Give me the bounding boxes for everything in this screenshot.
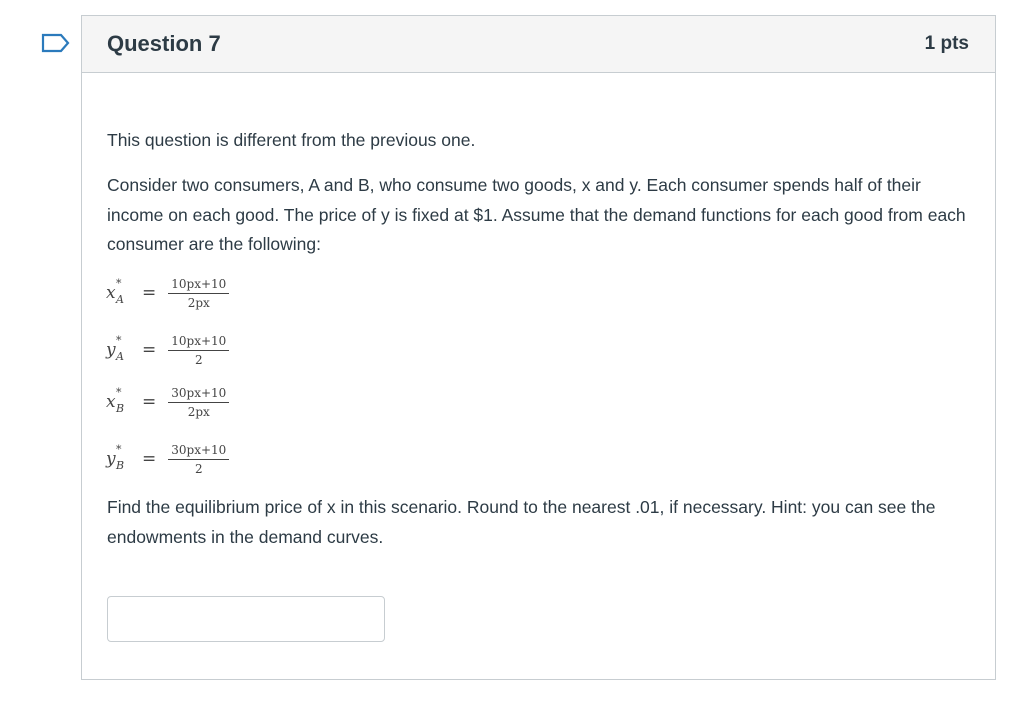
equation-yB: y * B = $\frac{30px+10}{2}$ <box>106 439 229 479</box>
question-card <box>81 15 996 680</box>
equation-xA: x * A = $\frac{10px+10}{2px}$ <box>106 273 229 313</box>
question-header <box>82 16 995 73</box>
question-intro: This question is different from the previous one. <box>107 130 476 150</box>
question-description: Consider two consumers, A and B, who consume two goods, x and y. Each consumer spends half of their income on each good. The price of y is fixed at $1. Assume that the demand functions for each good from each consumer are the following: <box>107 175 966 254</box>
bookmark-flag-icon[interactable] <box>41 33 71 53</box>
answer-input[interactable] <box>107 596 385 642</box>
question-points: 1 pts <box>924 33 969 54</box>
question-title: Question 7 <box>107 31 221 56</box>
question-prompt: Find the equilibrium price of x in this scenario. Round to the nearest .01, if necessary. Hint: you can see the endowments in the demand curves. <box>107 497 936 547</box>
equation-xB: x * B = $\frac{30px+10}{2px}$ <box>106 382 229 422</box>
equation-yA: y * A = $\frac{10px+10}{2}$ <box>106 330 229 370</box>
